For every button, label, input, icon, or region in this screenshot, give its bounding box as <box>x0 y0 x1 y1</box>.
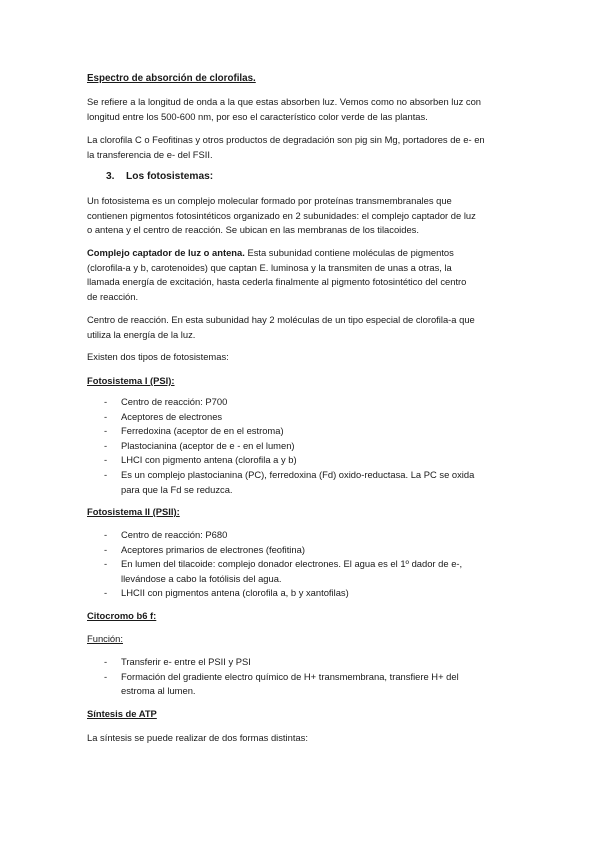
list-item <box>87 453 517 468</box>
list-citocromo-funcion <box>87 655 517 699</box>
heading-absorcion-clorofilas: Espectro de absorción de clorofilas. <box>87 73 256 84</box>
text-line: - Plastocianina (aceptor de e - en el lumen) <box>121 439 295 451</box>
heading-fotosistema-ii: Fotosistema II (PSII): <box>87 506 180 517</box>
text-line: contienen pigmentos fotosintéticos organizado en 2 subunidades: el complejo captador de luz <box>87 209 476 221</box>
text-line: de reacción. <box>87 290 139 302</box>
section-number: 3. <box>106 171 115 182</box>
text-run: Esta subunidad contiene moléculas de pigmentos <box>244 247 454 258</box>
heading-sintesis-atp: Síntesis de ATP <box>87 708 157 719</box>
paragraph-complejo-antena <box>87 246 517 304</box>
list-item <box>87 670 517 699</box>
list-item <box>87 557 517 586</box>
paragraph-sintesis-atp: La síntesis se puede realizar de dos formas distintas: <box>87 732 308 743</box>
paragraph-tipos-fotosistemas: Existen dos tipos de fotosistemas: <box>87 351 229 362</box>
paragraph-centro-reaccion <box>87 313 517 342</box>
text-line: la transferencia de e- del FSII. <box>87 148 213 160</box>
heading-fotosistema-i: Fotosistema I (PSI): <box>87 375 175 386</box>
section-heading-fotosistemas <box>106 170 536 185</box>
paragraph-absorcion-2 <box>87 133 517 162</box>
paragraph-absorcion-1 <box>87 95 517 124</box>
text-line: - LHCI con pigmento antena (clorofila a y b) <box>121 454 297 466</box>
text-line: - Aceptores de electrones <box>121 410 223 422</box>
text-line: - Aceptores primarios de electrones (feofitina) <box>121 543 305 555</box>
heading-funcion: Función: <box>87 633 123 644</box>
text-line: Centro de reacción. En esta subunidad hay 2 moléculas de un tipo especial de clorofila-a que <box>87 314 475 325</box>
list-item <box>87 586 517 601</box>
text-line: llevándose a cabo la fotólisis del agua. <box>121 572 282 584</box>
list-item <box>87 439 517 454</box>
list-item <box>87 655 517 670</box>
list-item <box>87 543 517 558</box>
text-line: estroma al lumen. <box>121 685 196 697</box>
text-line: - Transferir e- entre el PSII y PSI <box>121 656 251 667</box>
term-complejo-antena: Complejo captador de luz o antena. <box>87 247 245 258</box>
text-line: llamada energía de excitación, hasta cederla finalmente al pigmento fotosintético del centro <box>87 276 467 288</box>
list-item <box>87 395 517 410</box>
list-fotosistema-ii <box>87 528 517 601</box>
text-line: Un fotosistema es un complejo molecular formado por proteínas transmembranales que <box>87 195 452 206</box>
list-item <box>87 424 517 439</box>
text-line: utiliza la energía de la luz. <box>87 328 196 340</box>
text-line: longitud entre los 500-600 nm, por eso el característico color verde de las plantas. <box>87 110 428 122</box>
list-item <box>87 468 517 497</box>
text-line: Se refiere a la longitud de onda a la que estas absorben luz. Vemos como no absorben luz con <box>87 96 482 107</box>
text-line: - En lumen del tilacoide: complejo donador electrones. El agua es el 1º dador de e-, <box>121 558 463 570</box>
text-line: - Es un complejo plastocianina (PC), ferredoxina (Fd) oxido-reductasa. La PC se oxida <box>121 468 475 480</box>
text-line: - LHCII con pigmentos antena (clorofila a, b y xantofilas) <box>121 587 349 599</box>
text-line: - Ferredoxina (aceptor de en el estroma) <box>121 425 284 437</box>
section-title: Los fotosistemas: <box>126 171 214 182</box>
heading-citocromo-b6f: Citocromo b6 f: <box>87 610 157 621</box>
text-line: o antena y el centro de reacción. Se ubican en las membranas de los tilacoides. <box>87 224 419 236</box>
text-line: - Centro de reacción: P700 <box>121 396 228 407</box>
list-item <box>87 528 517 543</box>
list-item <box>87 410 517 425</box>
text-line: - Formación del gradiente electro químico de H+ transmembrana, transfiere H+ del <box>121 670 459 682</box>
paragraph-fotosistema-definicion <box>87 194 517 238</box>
list-fotosistema-i <box>87 395 517 497</box>
text-line <box>87 246 517 261</box>
text-line: (clorofila-a y b, carotenoides) que captan E. luminosa y la transmiten de unas a otras, la <box>87 261 452 273</box>
text-line: - Centro de reacción: P680 <box>121 529 228 540</box>
text-line: para que la Fd se reduzca. <box>121 483 233 495</box>
text-line: La clorofila C o Feofitinas y otros productos de degradación son pig sin Mg, portadores de e- en <box>87 134 485 145</box>
